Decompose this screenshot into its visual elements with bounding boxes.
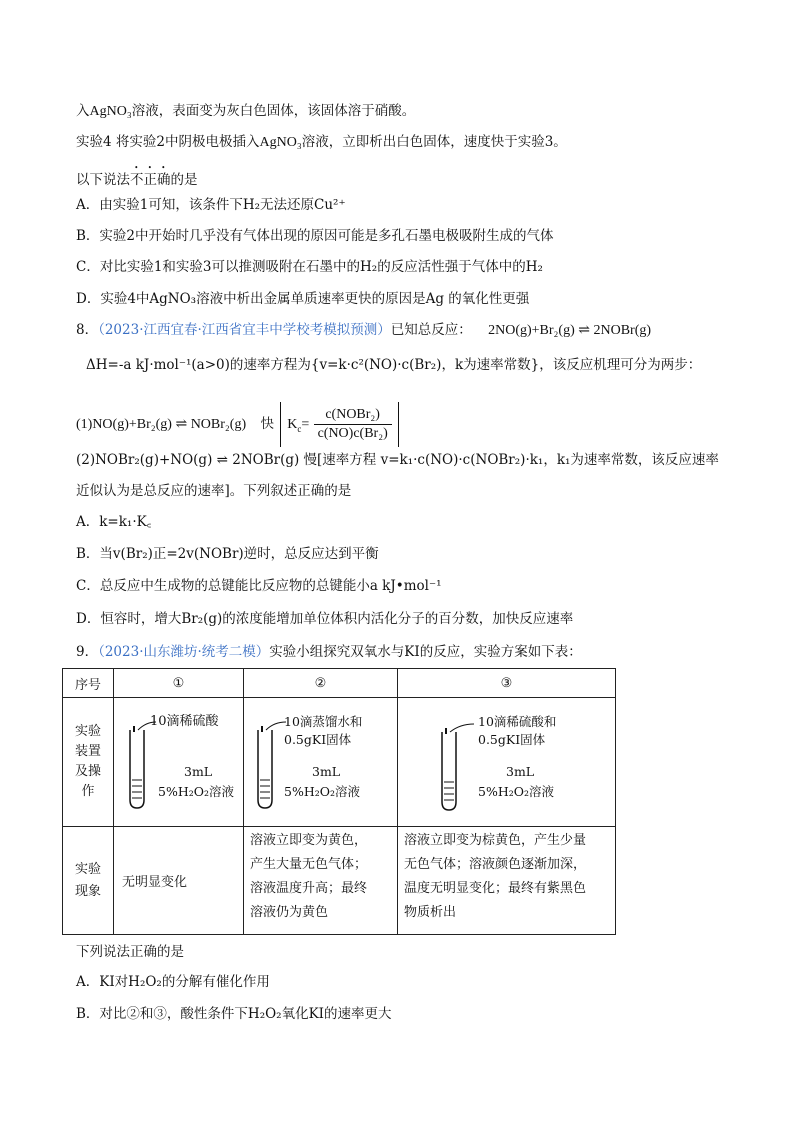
q8-step-2-cont: 近似认为是总反应的速率]。下列叙述正确的是 [76, 483, 352, 499]
phenomenon-cell-3: 溶液立即变为棕黄色，产生少量 无色气体；溶液颜色逐渐加深， 温度无明显变化；最终有紫黑色 物质析出 [398, 827, 616, 935]
q8-option-a[interactable]: A．k=k₁·K꜀ [76, 514, 152, 530]
total-reaction-equation: 2NO(g)+Br₂(g) ⇌ 2NOBr(g) [488, 323, 652, 338]
volume-label-1: 3mL [184, 764, 213, 779]
table-row-phenomena [63, 827, 616, 935]
q9-option-b[interactable]: B．对比②和③，酸性条件下H₂O₂氧化KI的速率更大 [76, 1006, 392, 1022]
solution-label-3: 5%H₂O₂溶液 [478, 784, 555, 799]
test-tube-icon [126, 720, 166, 820]
reagent-label-3b: 0.5gKI固体 [478, 732, 546, 747]
q9-prompt: 下列说法正确的是 [76, 944, 184, 960]
question-7-prompt: 以下说法不正确的是 [76, 172, 198, 188]
reagent-label-3: 10滴稀硫酸和 [478, 714, 557, 729]
q7-option-c[interactable]: C．对比实验1和实验3可以推测吸附在石墨中的H₂的反应活性强于气体中的H₂ [76, 259, 543, 275]
q8-step-2: (2)NOBr₂(g)+NO(g) ⇌ 2NOBr(g) 慢[速率方程 v=k₁·c(NO)·c(NOBr₂)·k₁，k₁为速率常数，该反应速率 [76, 452, 719, 468]
question-8-header: 8．（2023·江西宜春·江西省宜丰中学校考模拟预测）已知总反应： 2NO(g)+Br₂(g) ⇌ 2NOBr(g) [76, 322, 652, 338]
emphasis-text: 不正确 [130, 172, 171, 188]
reagent-label-2: 10滴蒸馏水和 [284, 714, 363, 729]
reagent-label-2b: 0.5gKI固体 [284, 732, 352, 747]
text-line-1: 入AgNO₃溶液，表面变为灰白色固体，该固体溶于硝酸。 [76, 103, 416, 119]
setup-cell-1 [114, 698, 244, 827]
header-cell-2: ② [244, 669, 398, 698]
volume-label-2: 3mL [312, 764, 341, 779]
solution-label-2: 5%H₂O₂溶液 [284, 784, 361, 799]
row-label-phenomena: 实验 现象 [63, 827, 114, 935]
q8-option-b[interactable]: B．当v(Br₂)正=2v(NOBr)逆时，总反应达到平衡 [76, 546, 379, 562]
header-cell-1: ① [114, 669, 244, 698]
row-label-setup: 实验 装置 及操 作 [63, 698, 114, 827]
q8-rate-law-line: ΔH=-a kJ·mol⁻¹(a>0)的速率方程为{v=k·c²(NO)·c(Br₂)，k为速率常数}，该反应机理可分为两步： [86, 357, 702, 373]
text-line-2: 实验4 将实验2中阴极电极插入AgNO₃溶液，立即析出白色固体，速度快于实验3。 [76, 134, 567, 150]
test-tube-icon [438, 722, 478, 822]
equilibrium-constant-box: $K_c=$ $\frac{\text{c(NOBr₂)}}{\text{c(NO)c(Br₂)}}$ [280, 402, 399, 447]
header-cell-index: 序号 [63, 669, 114, 698]
setup-cell-2 [244, 698, 398, 827]
kc-fraction: $\frac{\text{c(NOBr₂)}}{\text{c(NO)c(Br₂)}}$ [314, 406, 392, 443]
reagent-label-1: 10滴稀硫酸 [150, 714, 219, 729]
q8-option-d[interactable]: D．恒容时，增大Br₂(g)的浓度能增加单位体积内活化分子的百分数，加快反应速率 [76, 611, 574, 627]
table-row-setup [63, 698, 616, 827]
volume-label-3: 3mL [506, 764, 535, 779]
header-cell-3: ③ [398, 669, 616, 698]
q7-option-a[interactable]: A．由实验1可知，该条件下H₂无法还原Cu²⁺ [76, 197, 346, 213]
q7-option-b[interactable]: B．实验2中开始时几乎没有气体出现的原因可能是多孔石墨电极吸附生成的气体 [76, 228, 554, 244]
q9-source: （2023·山东潍坊·统考二模） [98, 644, 270, 660]
phenomenon-cell-2: 溶液立即变为黄色， 产生大量无色气体； 溶液温度升高；最终 溶液仍为黄色 [244, 827, 398, 935]
experiment-table [62, 668, 616, 935]
question-9-header: 9．（2023·山东潍坊·统考二模）实验小组探究双氧水与KI的反应，实验方案如下表： [76, 644, 582, 660]
solution-label-1: 5%H₂O₂溶液 [158, 784, 235, 799]
setup-cell-3 [398, 698, 616, 827]
q9-option-a[interactable]: A．KI对H₂O₂的分解有催化作用 [76, 974, 270, 990]
q8-step-1: (1)NO(g)+Br₂(g) ⇌ NOBr₂(g) 快 $K_c=$ $\frac{\text{c(NOBr₂)}}{\text{c(NO)c(Br₂)}}$ [76, 402, 399, 447]
q8-source: （2023·江西宜春·江西省宜丰中学校考模拟预测） [98, 322, 391, 338]
phenomenon-cell-1: 无明显变化 [114, 827, 244, 935]
q7-option-d[interactable]: D．实验4中AgNO₃溶液中析出金属单质速率更快的原因是Ag 的氧化性更强 [76, 291, 530, 307]
q8-option-c[interactable]: C．总反应中生成物的总键能比反应物的总键能小a kJ•mol⁻¹ [76, 578, 442, 594]
table-header-row [63, 669, 616, 698]
